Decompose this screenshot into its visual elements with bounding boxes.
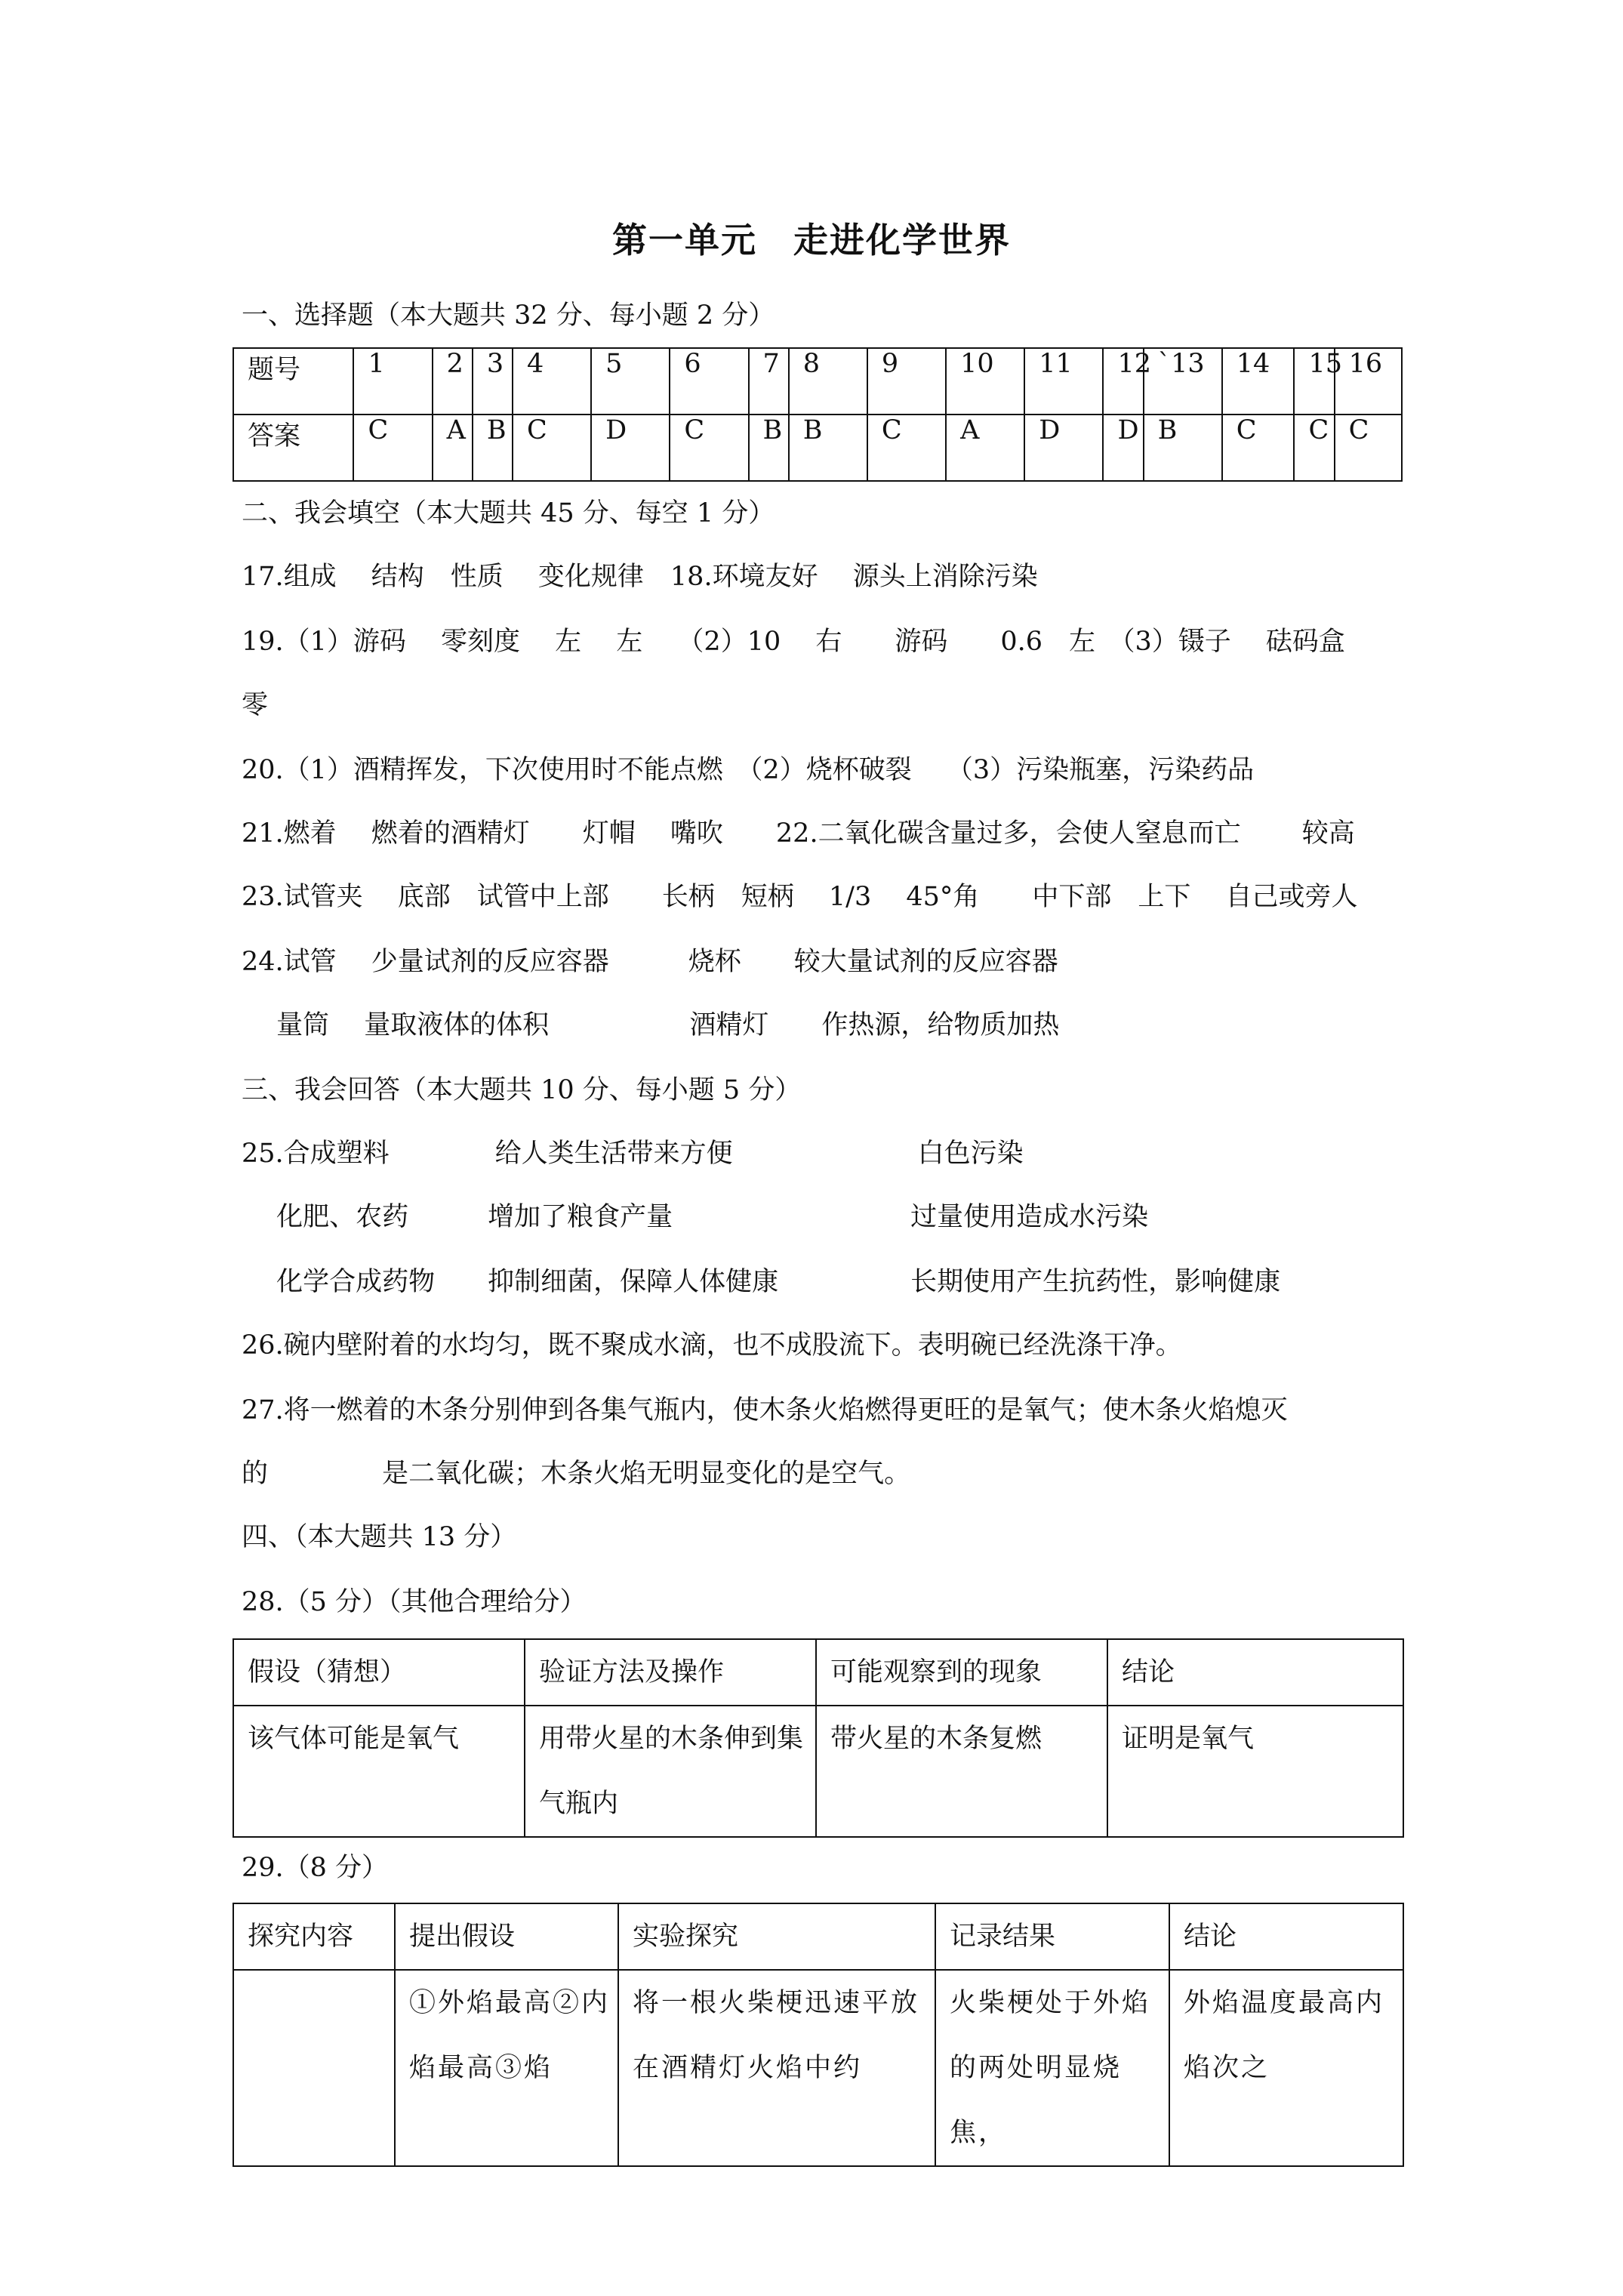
question-number: 10 <box>946 348 1024 415</box>
q28-table <box>233 1638 1404 1838</box>
answer-cell: C <box>1335 415 1402 481</box>
answer-cell: B <box>789 415 867 481</box>
question-29-heading: 29.（8 分） <box>242 1853 389 1883</box>
column-header: 结论 <box>1107 1639 1403 1706</box>
answer-cell: C <box>1294 415 1334 481</box>
table-cell: 带火星的木条复燃 <box>816 1706 1107 1837</box>
question-number: `13 <box>1144 348 1222 415</box>
choice-answer-table <box>233 347 1403 482</box>
answer-line-25-c: 化学合成药物 抑制细菌，保障人体健康 长期使用产生抗药性，影响健康 <box>242 1267 1281 1297</box>
table-row <box>233 348 1402 415</box>
question-number: 12 <box>1103 348 1143 415</box>
answer-cell: B <box>1144 415 1222 481</box>
row-label: 题号 <box>233 348 353 415</box>
table-cell: ①外焰最高②内焰最高③焰 <box>395 1970 618 2166</box>
table-cell: 用带火星的木条伸到集气瓶内 <box>525 1706 816 1837</box>
table-row <box>233 1970 1403 2166</box>
answer-line-19: 19.（1）游码 零刻度 左 左 （2）10 右 游码 0.6 左 （3）镊子 砝码盒 <box>242 627 1345 657</box>
q29-table <box>233 1903 1404 2167</box>
answer-cell: B <box>473 415 513 481</box>
table-cell: 火柴梗处于外焰的两处明显烧焦， <box>935 1970 1169 2166</box>
row-label: 答案 <box>233 415 353 481</box>
column-header: 记录结果 <box>935 1903 1169 1970</box>
column-header: 假设（猜想） <box>233 1639 525 1706</box>
table-row <box>233 1706 1403 1837</box>
answer-line-24-cont: 量筒 量取液体的体积 酒精灯 作热源，给物质加热 <box>242 1010 1060 1040</box>
column-header: 提出假设 <box>395 1903 618 1970</box>
answer-line-19-cont: 零 <box>242 690 269 720</box>
question-number: 3 <box>473 348 513 415</box>
answer-cell: C <box>353 415 432 481</box>
section-heading-fill: 二、我会填空（本大题共 45 分、每空 1 分） <box>242 498 775 529</box>
answer-line-27: 27.将一燃着的木条分别伸到各集气瓶内，使木条火焰燃得更旺的是氧气；使木条火焰熄灭 <box>242 1395 1288 1425</box>
answer-line-26: 26.碗内壁附着的水均匀，既不聚成水滴，也不成股流下。表明碗已经洗涤干净。 <box>242 1330 1182 1361</box>
question-number: 2 <box>433 348 473 415</box>
answer-cell: C <box>1222 415 1295 481</box>
table-row <box>233 1639 1403 1706</box>
question-number: 6 <box>670 348 748 415</box>
table-row <box>233 415 1402 481</box>
table-cell: 将一根火柴梗迅速平放在酒精灯火焰中约 <box>618 1970 935 2166</box>
answer-cell: C <box>513 415 591 481</box>
answer-cell: D <box>1024 415 1103 481</box>
answer-line-20: 20.（1）酒精挥发，下次使用时不能点燃 （2）烧杯破裂 （3）污染瓶塞，污染药品 <box>242 755 1255 785</box>
column-header: 探究内容 <box>233 1903 395 1970</box>
table-cell: 外焰温度最高内焰次之 <box>1169 1970 1403 2166</box>
answer-line-25: 25.合成塑料 给人类生活带来方便 白色污染 <box>242 1139 1024 1169</box>
table-cell: 该气体可能是氧气 <box>233 1706 525 1837</box>
column-header: 结论 <box>1169 1903 1403 1970</box>
answer-line-21-22: 21.燃着 燃着的酒精灯 灯帽 嘴吹 22.二氧化碳含量过多，会使人窒息而亡 较高 <box>242 818 1355 849</box>
answer-line-27-cont: 的 是二氧化碳；木条火焰无明显变化的是空气。 <box>242 1459 911 1489</box>
answer-cell: D <box>591 415 670 481</box>
table-row <box>233 1903 1403 1970</box>
question-number: 1 <box>353 348 432 415</box>
question-number: 4 <box>513 348 591 415</box>
question-number: 11 <box>1024 348 1103 415</box>
question-number: 7 <box>749 348 789 415</box>
answer-line-24: 24.试管 少量试剂的反应容器 烧杯 较大量试剂的反应容器 <box>242 947 1058 977</box>
answer-cell: C <box>670 415 748 481</box>
question-number: 5 <box>591 348 670 415</box>
section-heading-answer: 三、我会回答（本大题共 10 分、每小题 5 分） <box>242 1075 802 1105</box>
answer-cell: C <box>867 415 946 481</box>
section-heading-experiment: 四、（本大题共 13 分） <box>242 1522 517 1552</box>
column-header: 可能观察到的现象 <box>816 1639 1107 1706</box>
answer-cell: A <box>946 415 1024 481</box>
question-number: 14 <box>1222 348 1295 415</box>
question-28-heading: 28.（5 分）（其他合理给分） <box>242 1587 587 1617</box>
answer-cell: A <box>433 415 473 481</box>
answer-line-23: 23.试管夹 底部 试管中上部 长柄 短柄 1/3 45°角 中下部 上下 自己或旁人 <box>242 882 1358 912</box>
column-header: 验证方法及操作 <box>525 1639 816 1706</box>
answer-line-17-18: 17.组成 结构 性质 变化规律 18.环境友好 源头上消除污染 <box>242 562 1038 592</box>
answer-cell: D <box>1103 415 1143 481</box>
question-number: 9 <box>867 348 946 415</box>
table-cell: 证明是氧气 <box>1107 1706 1403 1837</box>
table-cell <box>233 1970 395 2166</box>
question-number: 8 <box>789 348 867 415</box>
question-number: 16 <box>1335 348 1402 415</box>
column-header: 实验探究 <box>618 1903 935 1970</box>
page-title: 第一单元 走进化学世界 <box>612 220 1011 260</box>
section-heading-choice: 一、选择题（本大题共 32 分、每小题 2 分） <box>242 300 775 331</box>
answer-line-25-b: 化肥、农药 增加了粮食产量 过量使用造成水污染 <box>242 1202 1149 1232</box>
question-number: 15 <box>1294 348 1334 415</box>
answer-cell: B <box>749 415 789 481</box>
